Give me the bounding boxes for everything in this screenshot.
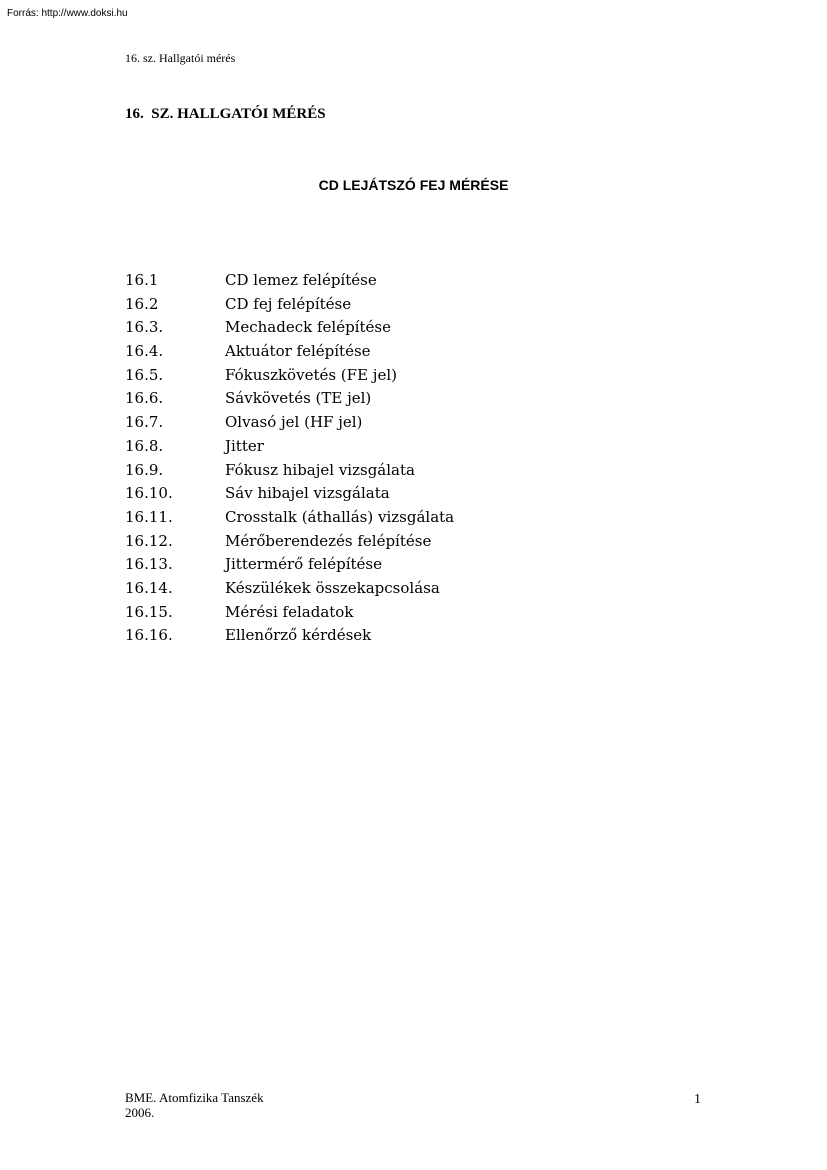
toc-number: 16.7. <box>125 413 164 432</box>
toc-number: 16.2 <box>125 294 159 313</box>
toc-label: Fókusz hibajel vizsgálata <box>225 460 415 479</box>
toc-number: 16.12. <box>125 531 173 550</box>
footer <box>125 1090 264 1120</box>
toc-number: 16.4. <box>125 342 164 361</box>
source-note: Forrás: http://www.doksi.hu <box>7 8 128 19</box>
toc-number: 16.11. <box>125 507 173 526</box>
toc-number: 16.16. <box>125 626 173 645</box>
toc-item <box>125 270 454 294</box>
toc-item <box>125 625 454 649</box>
toc-label: Olvasó jel (HF jel) <box>225 413 363 432</box>
toc-label: Sáv hibajel vizsgálata <box>225 484 390 503</box>
toc-number: 16.6. <box>125 389 164 408</box>
toc-item <box>125 294 454 318</box>
toc-number: 16.1 <box>125 271 159 289</box>
toc-label: Mérési feladatok <box>225 602 354 621</box>
toc-item <box>125 578 454 602</box>
toc-item <box>125 317 454 341</box>
running-header: 16. sz. Hallgatói mérés <box>125 51 236 65</box>
toc-label: Jitter <box>225 436 264 455</box>
toc-label: Aktuátor felépítése <box>225 342 371 361</box>
toc-label: Sávkövetés (TE jel) <box>225 389 372 408</box>
toc-label: Crosstalk (áthallás) vizsgálata <box>225 507 455 526</box>
subtitle: CD LEJÁTSZÓ FEJ MÉRÉSE <box>318 177 509 193</box>
toc-item <box>125 507 454 531</box>
toc-label: Ellenőrző kérdések <box>225 626 372 645</box>
toc-number: 16.8. <box>125 436 164 455</box>
toc-item <box>125 483 454 507</box>
toc-label: Mechadeck felépítése <box>225 318 391 337</box>
toc-number: 16.15. <box>125 602 173 621</box>
toc-number: 16.5. <box>125 365 164 384</box>
toc-item <box>125 531 454 555</box>
toc-number: 16.14. <box>125 578 173 597</box>
toc-label: Fókuszkövetés (FE jel) <box>225 365 397 384</box>
subtitle-wrapper <box>0 177 827 194</box>
toc-item <box>125 602 454 626</box>
toc-item <box>125 341 454 365</box>
toc-label: CD lemez felépítése <box>225 271 377 289</box>
toc-number: 16.3. <box>125 318 164 337</box>
toc-item <box>125 388 454 412</box>
toc-label: Mérőberendezés felépítése <box>225 531 432 550</box>
page-number: 1 <box>694 1092 701 1107</box>
chapter-title: 16. SZ. HALLGATÓI MÉRÉS <box>125 106 326 122</box>
toc-item <box>125 365 454 389</box>
toc-label: Jittermérő felépítése <box>225 555 382 574</box>
toc-item <box>125 554 454 578</box>
toc-item <box>125 412 454 436</box>
footer-year: 2006. <box>125 1105 155 1120</box>
toc-number: 16.13. <box>125 555 173 574</box>
toc-number: 16.10. <box>125 484 173 503</box>
toc-number: 16.9. <box>125 460 164 479</box>
toc-label: CD fej felépítése <box>225 294 352 313</box>
toc-item <box>125 436 454 460</box>
toc-item <box>125 460 454 484</box>
table-of-contents <box>125 270 454 649</box>
toc-label: Készülékek összekapcsolása <box>225 578 440 597</box>
footer-institution: BME. Atomfizika Tanszék <box>125 1090 264 1105</box>
